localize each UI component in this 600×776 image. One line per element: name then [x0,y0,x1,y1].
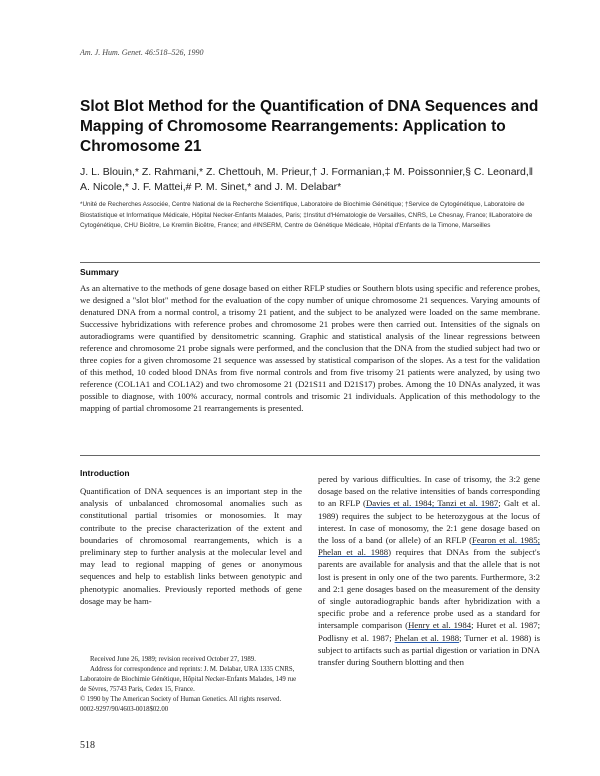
issn: 0002-9297/90/4603-0018$02.00 [80,706,169,713]
article-title: Slot Blot Method for the Quantification of DNA Sequences and Mapping of Chromosome Rearrangements: Application to Chromosome 21 [80,98,539,155]
page-number: 518 [80,740,95,751]
text-run: ; Turner et al. 1988) is subject to artifacts such as partial digestion or variation in DNA transfer during Southern blotting and then [318,632,540,668]
text-run: pered by various difficulties. In case of trisomy, the 3:2 gene dosage based on the relative intensities of bands corresponding to an RFLP ( [318,474,540,509]
received-dates: Received June 26, 1989; revision received October 27, 1989. [90,656,256,663]
divider [80,262,540,263]
introduction-left-column: Quantification of DNA sequences is an important step in the analysis of unbalanced chromosomal anomalies such as constitutional partial trisomies or monosomies. It may contribute to the precise characterization of the extent and boundaries of chromosomal rearrangements, which is a preliminary step to further analysis at the molecular level and may lead to regional mapping of genes or anonymous sequences and help to establish links between genotypic and phenotypic anomalies. Previously reported methods of gene dosage may be ham- [80,486,302,606]
citation-link[interactable]: Phelan et al. 1988 [394,632,460,643]
text-run: ; Huret et al. 1987; Podlisny et al. 1987; [318,620,540,643]
copyright-notice: © 1990 by The American Society of Human Genetics. All rights reserved. [80,696,282,703]
journal-citation: Am. J. Hum. Genet. 46:518–526, 1990 [80,48,204,57]
introduction-heading: Introduction [80,468,130,478]
text-run: ) requires that DNAs from the subject's parents are available for analysis and that the allele that is not lost is present in only one of the two parents. Furthermore, 3:2 and 2:1 gene dosages based on the measurement of the density of single autoradiographic bands after hybridization with a specific probe and a reference probe used as a standard for intersample comparison ( [318,547,540,631]
author-list: J. L. Blouin,* Z. Rahmani,* Z. Chettouh, M. Prieur,† J. Formanian,‡ M. Poissonnier,§ C. Leonard,‖ A. Nicole,* J. F. Mattei,# P. M. Sinet,* and J. M. Delabar* [80,166,534,193]
summary-heading: Summary [80,267,119,277]
citation-link[interactable]: Davies et al. 1984; Tanzi et al. 1987 [365,498,499,509]
introduction-right-column [318,473,540,668]
divider [80,455,540,456]
citation-link[interactable]: Fearon et al. 1985; Phelan et al. 1988 [318,535,541,558]
affiliations: *Unité de Recherches Associée, Centre National de la Recherche Scientifique, Laboratoire de Biochimie Génétique; †Service de Cytogénétique, Laboratoire de Biostatistique et Informatique Médicale, Hôpital Necker-Enfants Malades, Paris; ‡Institut d'Hématologie de Versailles, CNRS, Le Chesnay, France; ‖Laboratoire de Cytogénétique, CHU Bicêtre, Le Kremlin Bicêtre, France; and #INSERM, Centre de Génétique Médicale, Hôpital d'Enfants de la Timone, Marseilles [80,201,533,229]
correspondence-address: Address for correspondence and reprints: J. M. Delabar, URA 1335 CNRS, Laboratoire de Biochimie Génétique, Hôpital Necker-Enfants Malades, 149 rue de Sèvres, 75743 Paris, Cedex 15, France. [80,666,297,693]
text-run: ; Galt et al. 1989) requires the subject to be heterozygous at the locus of interest. In case of monosomy, the 2:1 gene dosage based on the loss of a band (or allele) of an RFLP ( [318,498,540,546]
summary-text: As an alternative to the methods of gene dosage based on either RFLP studies or Southern blots using specific and reference probes, we designed a "slot blot" method for the evaluation of the copy number of unique chromosome 21 sequences. Varying amounts of denatured DNA from a normal control, a trisomy 21 patient, and the subject to be analyzed were loaded on the same membrane. Successive hybridizations with reference probes and chromosome 21 probes were then carried out. Intensities of the signals on autoradiograms were quantified by densitometric scanning. Graphic and statistical analysis of the linear regressions between reference and chromosome 21 probe signals were performed, and the conclusion that the DNA from the studied subject had two or three copies for a given chromosome 21 sequence was assessed by statistical comparison of the slopes. As a test for the validation of this method, 10 coded blood DNAs from five normal controls and from five trisomy 21 patients were analyzed, by using two reference (COL1A1 and COL1A2) and two chromosome 21 (D21S11 and D21S17) probes. Among the 10 DNAs analyzed, it was possible to diagnose, with 100% accuracy, normal controls and trisomic 21 individuals. Application of this methodology to the mapping of partial chromosome 21 rearrangements is presented. [80,283,540,413]
footnote-block [80,655,302,715]
citation-link[interactable]: Henry et al. 1984 [408,620,472,631]
